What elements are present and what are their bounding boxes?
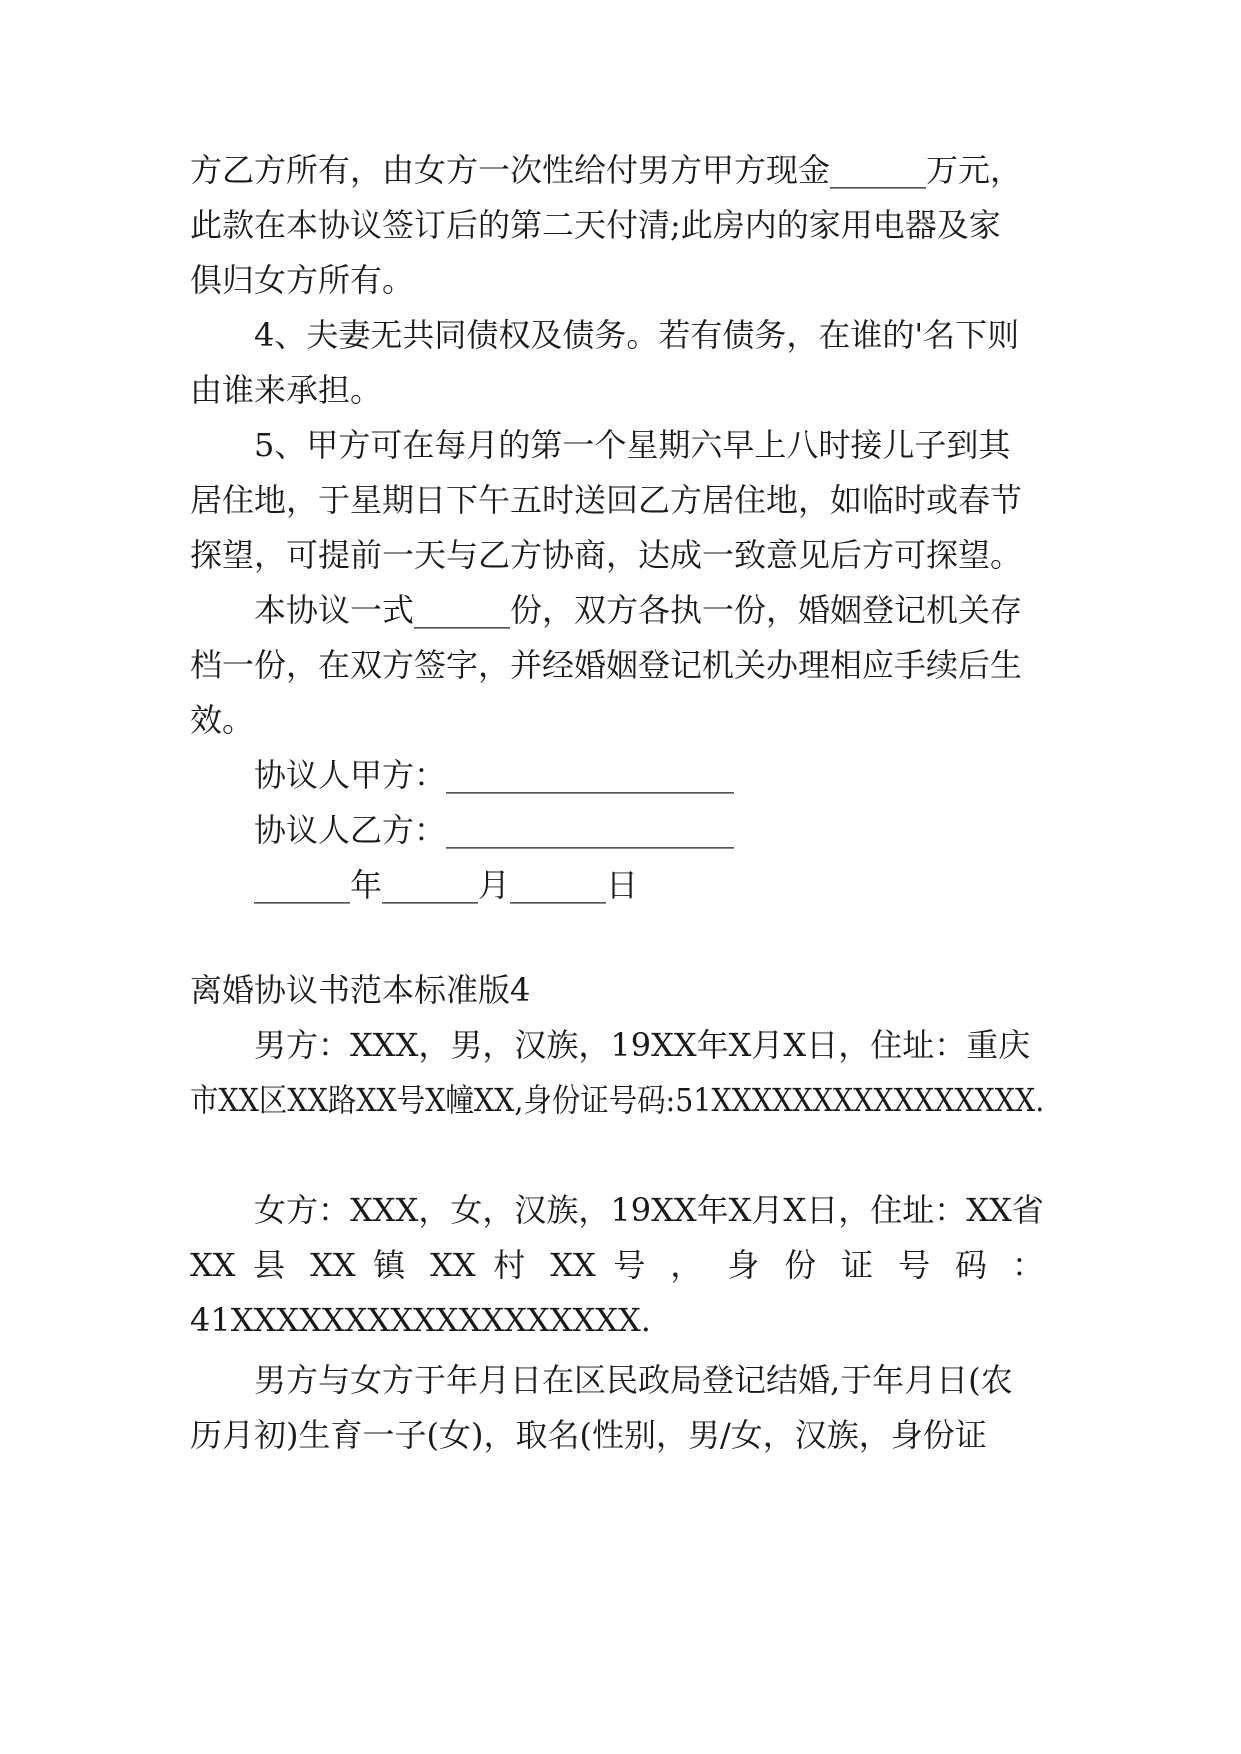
signature-party-a: 协议人甲方：__________________ [254,756,735,794]
female-party-id-line: 41XXXXXXXXXXXXXXXXXX. [190,1301,651,1339]
body-line: 方乙方所有，由女方一次性给付男方甲方现金______万元， [190,151,1023,189]
body-line: 俱归女方所有。 [190,261,415,299]
signature-date: ______年______月______日 [254,866,639,904]
male-party-line: 男方：XXX，男，汉族，19XX年X月X日，住址：重庆 [254,1026,1031,1064]
male-party-id-line: 市XX区XX路XX号X幢XX,身份证号码:51XXXXXXXXXXXXXXXX. [190,1081,1045,1119]
signature-party-b: 协议人乙方：__________________ [254,811,735,849]
body-line: 档一份，在双方签字，并经婚姻登记机关办理相应手续后生 [190,646,1023,684]
female-party-line: 女方：XXX，女，汉族，19XX年X月X日，住址：XX省 [254,1191,1044,1229]
clause-4-line: 4、夫妻无共同债权及债务。若有债务，在谁的'名下则 [254,316,1020,354]
child-info-line: 历月初)生育一子(女)，取名(性别，男/女，汉族，身份证 [190,1416,987,1454]
marriage-info-line: 男方与女方于年月日在区民政局登记结婚,于年月日(农 [254,1361,1013,1399]
section-title: 离婚协议书范本标准版4 [190,971,531,1009]
body-line: 效。 [190,701,255,739]
body-line: 居住地，于星期日下午五时送回乙方居住地，如临时或春节 [190,481,1023,519]
body-line: 此款在本协议签订后的第二天付清;此房内的家用电器及家 [190,206,1001,244]
body-line: 探望，可提前一天与乙方协商，达成一致意见后方可探望。 [190,536,1023,574]
clause-5-line: 5、甲方可在每月的第一个星期六早上八时接儿子到其 [254,426,1011,464]
female-party-address-line: XX 县 XX 镇 XX 村 XX 号 ， 身 份 证 号 码 ： [190,1246,1044,1284]
copies-line: 本协议一式______份，双方各执一份，婚姻登记机关存 [254,591,1023,629]
body-line: 由谁来承担。 [190,371,383,409]
